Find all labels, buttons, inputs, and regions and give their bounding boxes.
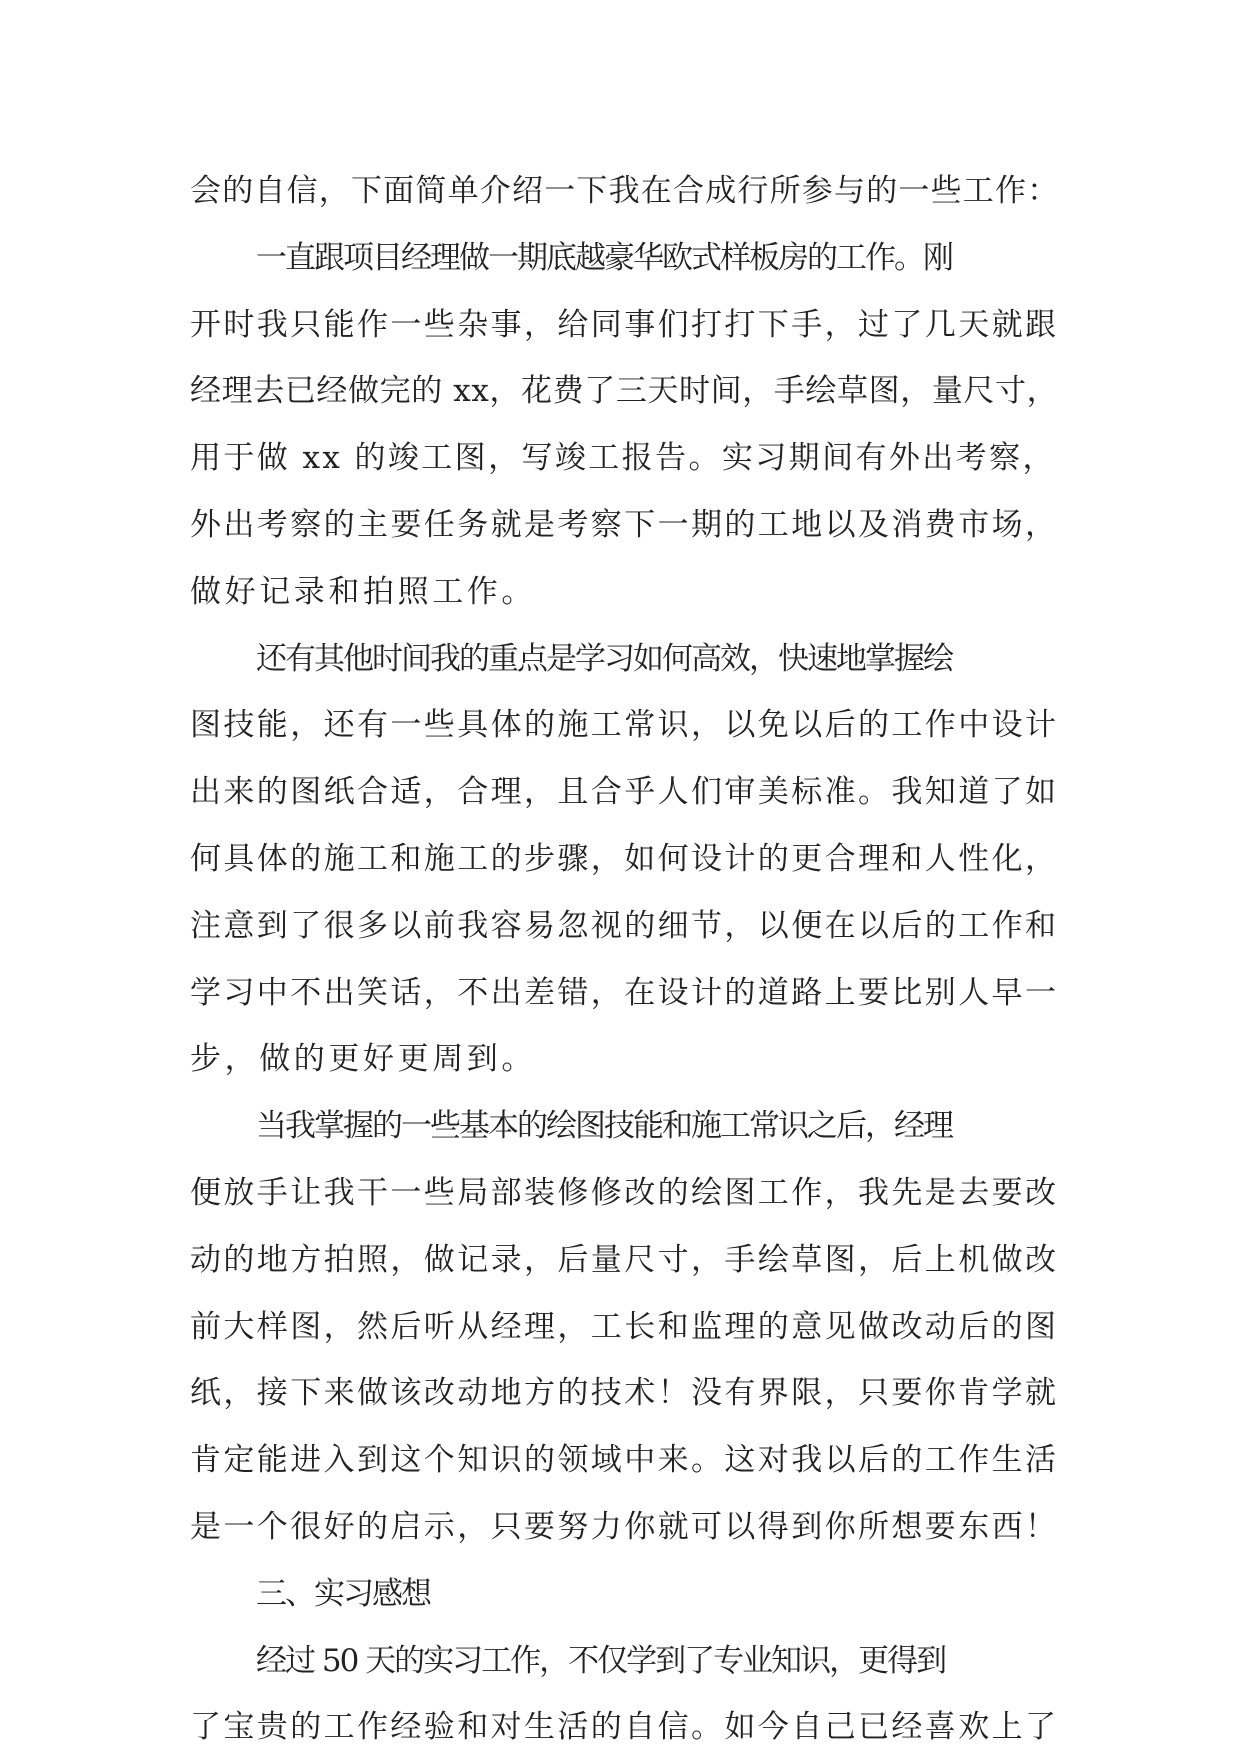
text-line: 便放手让我干一些局部装修修改的绘图工作，我先是去要改 bbox=[190, 1174, 1059, 1211]
text-line: 三、实习感想 bbox=[256, 1575, 430, 1612]
text-line: 当我掌握的一些基本的绘图技能和施工常识之后，经理 bbox=[256, 1108, 952, 1145]
text-line: 图技能，还有一些具体的施工常识，以免以后的工作中设计 bbox=[190, 707, 1059, 744]
text-line: 外出考察的主要任务就是考察下一期的工地以及消费市场， bbox=[190, 506, 1059, 543]
text-line: 一直跟项目经理做一期底越豪华欧式样板房的工作。刚 bbox=[256, 239, 952, 276]
text-line: 肯定能进入到这个知识的领域中来。这对我以后的工作生活 bbox=[190, 1442, 1059, 1479]
text-line: 做好记录和拍照工作。 bbox=[190, 573, 536, 610]
text-line: 还有其他时间我的重点是学习如何高效，快速地掌握绘 bbox=[256, 640, 952, 677]
text-line: 会的自信，下面简单介绍一下我在合成行所参与的一些工作： bbox=[190, 173, 1060, 209]
text-line: 经过 50 天的实习工作，不仅学到了专业知识，更得到 bbox=[256, 1642, 946, 1679]
text-line: 纸，接下来做该改动地方的技术！没有界限，只要你肯学就 bbox=[190, 1375, 1059, 1412]
text-line: 注意到了很多以前我容易忽视的细节，以便在以后的工作和 bbox=[190, 907, 1059, 944]
text-line: 学习中不出笑话，不出差错，在设计的道路上要比别人早一 bbox=[190, 974, 1059, 1011]
text-line: 经理去已经做完的 xx，花费了三天时间，手绘草图，量尺寸， bbox=[190, 373, 1059, 410]
text-line: 出来的图纸合适，合理，且合乎人们审美标准。我知道了如 bbox=[190, 774, 1059, 811]
text-line: 前大样图，然后听从经理，工长和监理的意见做改动后的图 bbox=[190, 1308, 1059, 1345]
text-line: 开时我只能作一些杂事，给同事们打打下手，过了几天就跟 bbox=[190, 306, 1059, 343]
text-line: 了宝贵的工作经验和对生活的自信。如今自己已经喜欢上了 bbox=[190, 1709, 1059, 1746]
text-line: 动的地方拍照，做记录，后量尺寸，手绘草图，后上机做改 bbox=[190, 1241, 1059, 1278]
text-line: 步，做的更好更周到。 bbox=[190, 1041, 536, 1078]
document-body bbox=[190, 158, 1060, 1761]
text-line: 是一个很好的启示，只要努力你就可以得到你所想要东西！ bbox=[190, 1508, 1059, 1545]
text-line: 何具体的施工和施工的步骤，如何设计的更合理和人性化， bbox=[190, 840, 1059, 877]
text-line: 用于做 xx 的竣工图，写竣工报告。实习期间有外出考察， bbox=[190, 440, 1056, 477]
